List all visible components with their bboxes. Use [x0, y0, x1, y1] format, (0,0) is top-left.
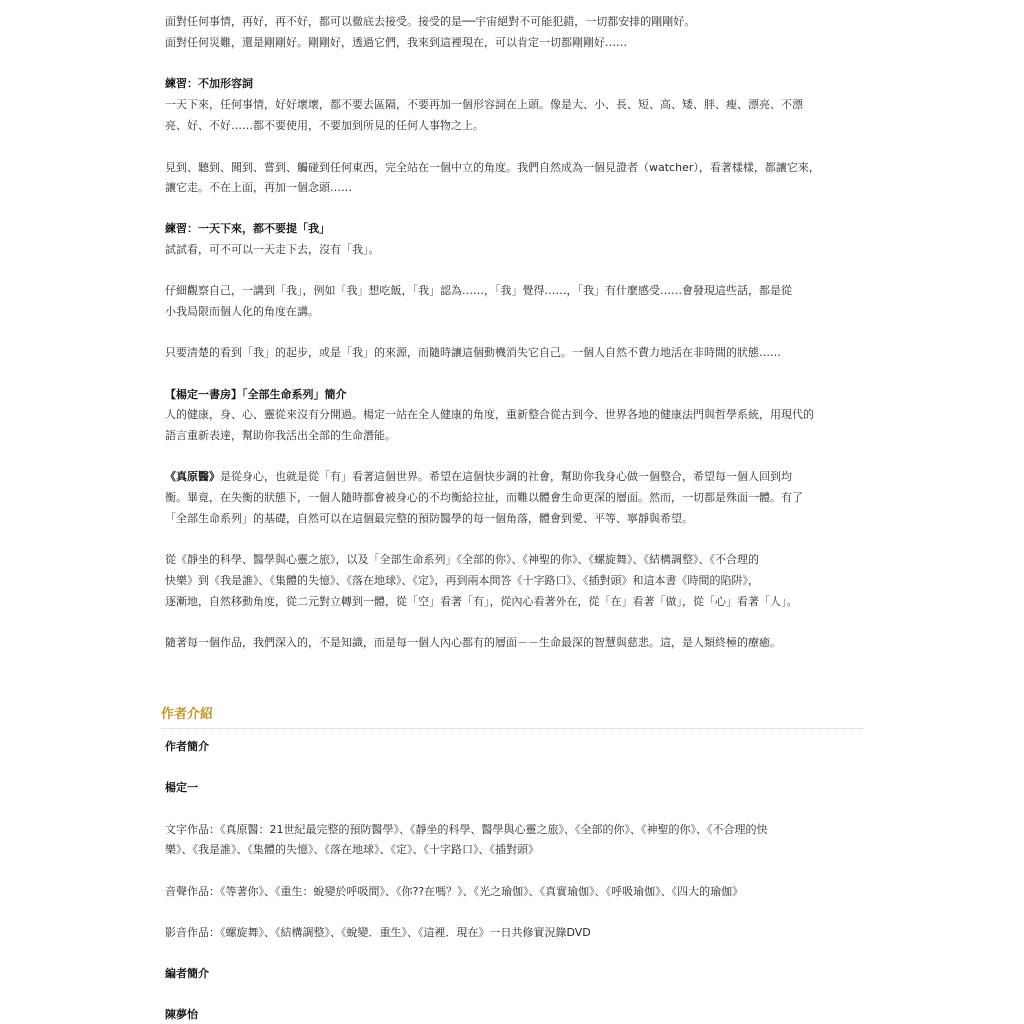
text-line: 快樂》到《我是誰》、《集體的失憶》、《落在地球》、《定》，再到兩本問答《十字路口》、《插對頭》和這本書《時間的陷阱》， [165, 574, 759, 587]
book-title-emphasis: 《真原醫》 [165, 470, 220, 483]
text-line: 見到、聽到、聞到、嘗到、觸碰到任何東西，完全站在一個中立的角度。我們自然成為一個見證者（watcher），看著樣樣，都讓它來， [165, 161, 820, 174]
text-line: 只要清楚的看到「我」的起步，或是「我」的來源，而隨時讓這個動機消失它自己。一個人自然不費力地活在非時間的狀態…… [165, 346, 781, 359]
text-line: 面對任何事情，再好，再不好，都可以徹底去接受。接受的是──宇宙絕對不可能犯錯，一切都安排的剛剛好。 [165, 15, 696, 28]
editor-name: 陳夢怡 [165, 1008, 198, 1021]
text-line: 隨著每一個作品，我們深入的，不是知識，而是每一個人內心都有的層面－－生命最深的智慧與慈悲。這，是人類終極的療癒。 [165, 636, 781, 649]
author-name: 楊定一 [165, 781, 198, 794]
text-works-line: 樂》、《我是誰》、《集體的失憶》、《落在地球》、《定》、《十字路口》、《插對頭》 [165, 843, 539, 856]
series-heading: 【楊定一書房】「全部生命系列」簡介 [165, 388, 347, 401]
author-intro-heading: 作者簡介 [165, 740, 209, 753]
text-line: 語言重新表達，幫助你我活出全部的生命潛能。 [165, 429, 396, 442]
editor-intro-heading: 編者簡介 [165, 967, 209, 980]
audio-works-line: 音聲作品：《等著你》、《重生：蛻變於呼吸間》、《你??在嗎？》、《光之瑜伽》、《真實瑜伽》、《呼吸瑜伽》、《四大的瑜伽》 [165, 885, 744, 898]
text-line: 衡。畢竟，在失衡的狀態下，一個人隨時都會被身心的不均衡給拉扯，而難以體會生命更深的層面。然而，一切都是殊面一體。有了 [165, 491, 803, 504]
text-line: 亮、好、不好……都不要使用，不要加到所見的任何人事物之上。 [165, 119, 484, 132]
text-line: 小我局限而個人化的角度在講。 [165, 305, 319, 318]
text-line: 逐漸地，自然移動角度，從二元對立轉到一體，從「空」看著「有」，從內心看著外在，從「在」看著「做」，從「心」看著「人」。 [165, 595, 798, 608]
text-line: 從《靜坐的科學、醫學與心靈之旅》，以及「全部生命系列」《全部的你》、《神聖的你》、《螺旋舞》、《結構調整》、《不合理的 [165, 553, 759, 566]
text-line: 一天下來，任何事情，好好壞壞，都不要去區隔，不要再加一個形容詞在上頭。像是大、小、長、短、高、矮、胖、瘦、漂亮、不漂 [165, 98, 803, 111]
text-line: 試試看，可不可以一天走下去，沒有「我」。 [165, 243, 380, 256]
text-line: 仔細觀察自己，一講到「我」，例如「我」想吃飯，「我」認為……，「我」覺得……，「我」有什麼感受……會發現這些話，都是從 [165, 284, 792, 297]
text-span: 是從身心，也就是從「有」看著這個世界。希望在這個快步調的社會，幫助你我身心做一個整合，希望每一個人回到均 [220, 470, 792, 483]
text-line: 「全部生命系列」的基礎，自然可以在這個最完整的預防醫學的每一個角落，體會到愛、平等、寧靜與希望。 [165, 512, 693, 525]
exercise-heading: 練習：不加形容詞 [165, 77, 253, 90]
text-line: 面對任何災難，還是剛剛好。剛剛好，透過它們，我來到這裡現在，可以肯定一切都剛剛好…… [165, 36, 627, 49]
exercise-heading: 練習：一天下來，都不要提「我」 [165, 222, 330, 235]
text-works-line: 文字作品：《真原醫：21世紀最完整的預防醫學》、《靜坐的科學、醫學與心靈之旅》、《全部的你》、《神聖的你》、《不合理的快 [165, 823, 768, 836]
text-line: 讓它走。不在上面，再加一個念頭…… [165, 181, 352, 194]
author-section-title: 作者介紹 [161, 707, 214, 722]
video-works-line: 影音作品：《螺旋舞》、《結構調整》、《蛻變．重生》、《這裡．現在》一日共修實況錄DVD [165, 926, 591, 939]
text-line [165, 470, 865, 484]
section-divider [161, 728, 863, 729]
text-line: 人的健康，身、心、靈從來沒有分開過。楊定一站在全人健康的角度，重新整合從古到今、世界各地的健康法門與哲學系統，用現代的 [165, 408, 814, 421]
